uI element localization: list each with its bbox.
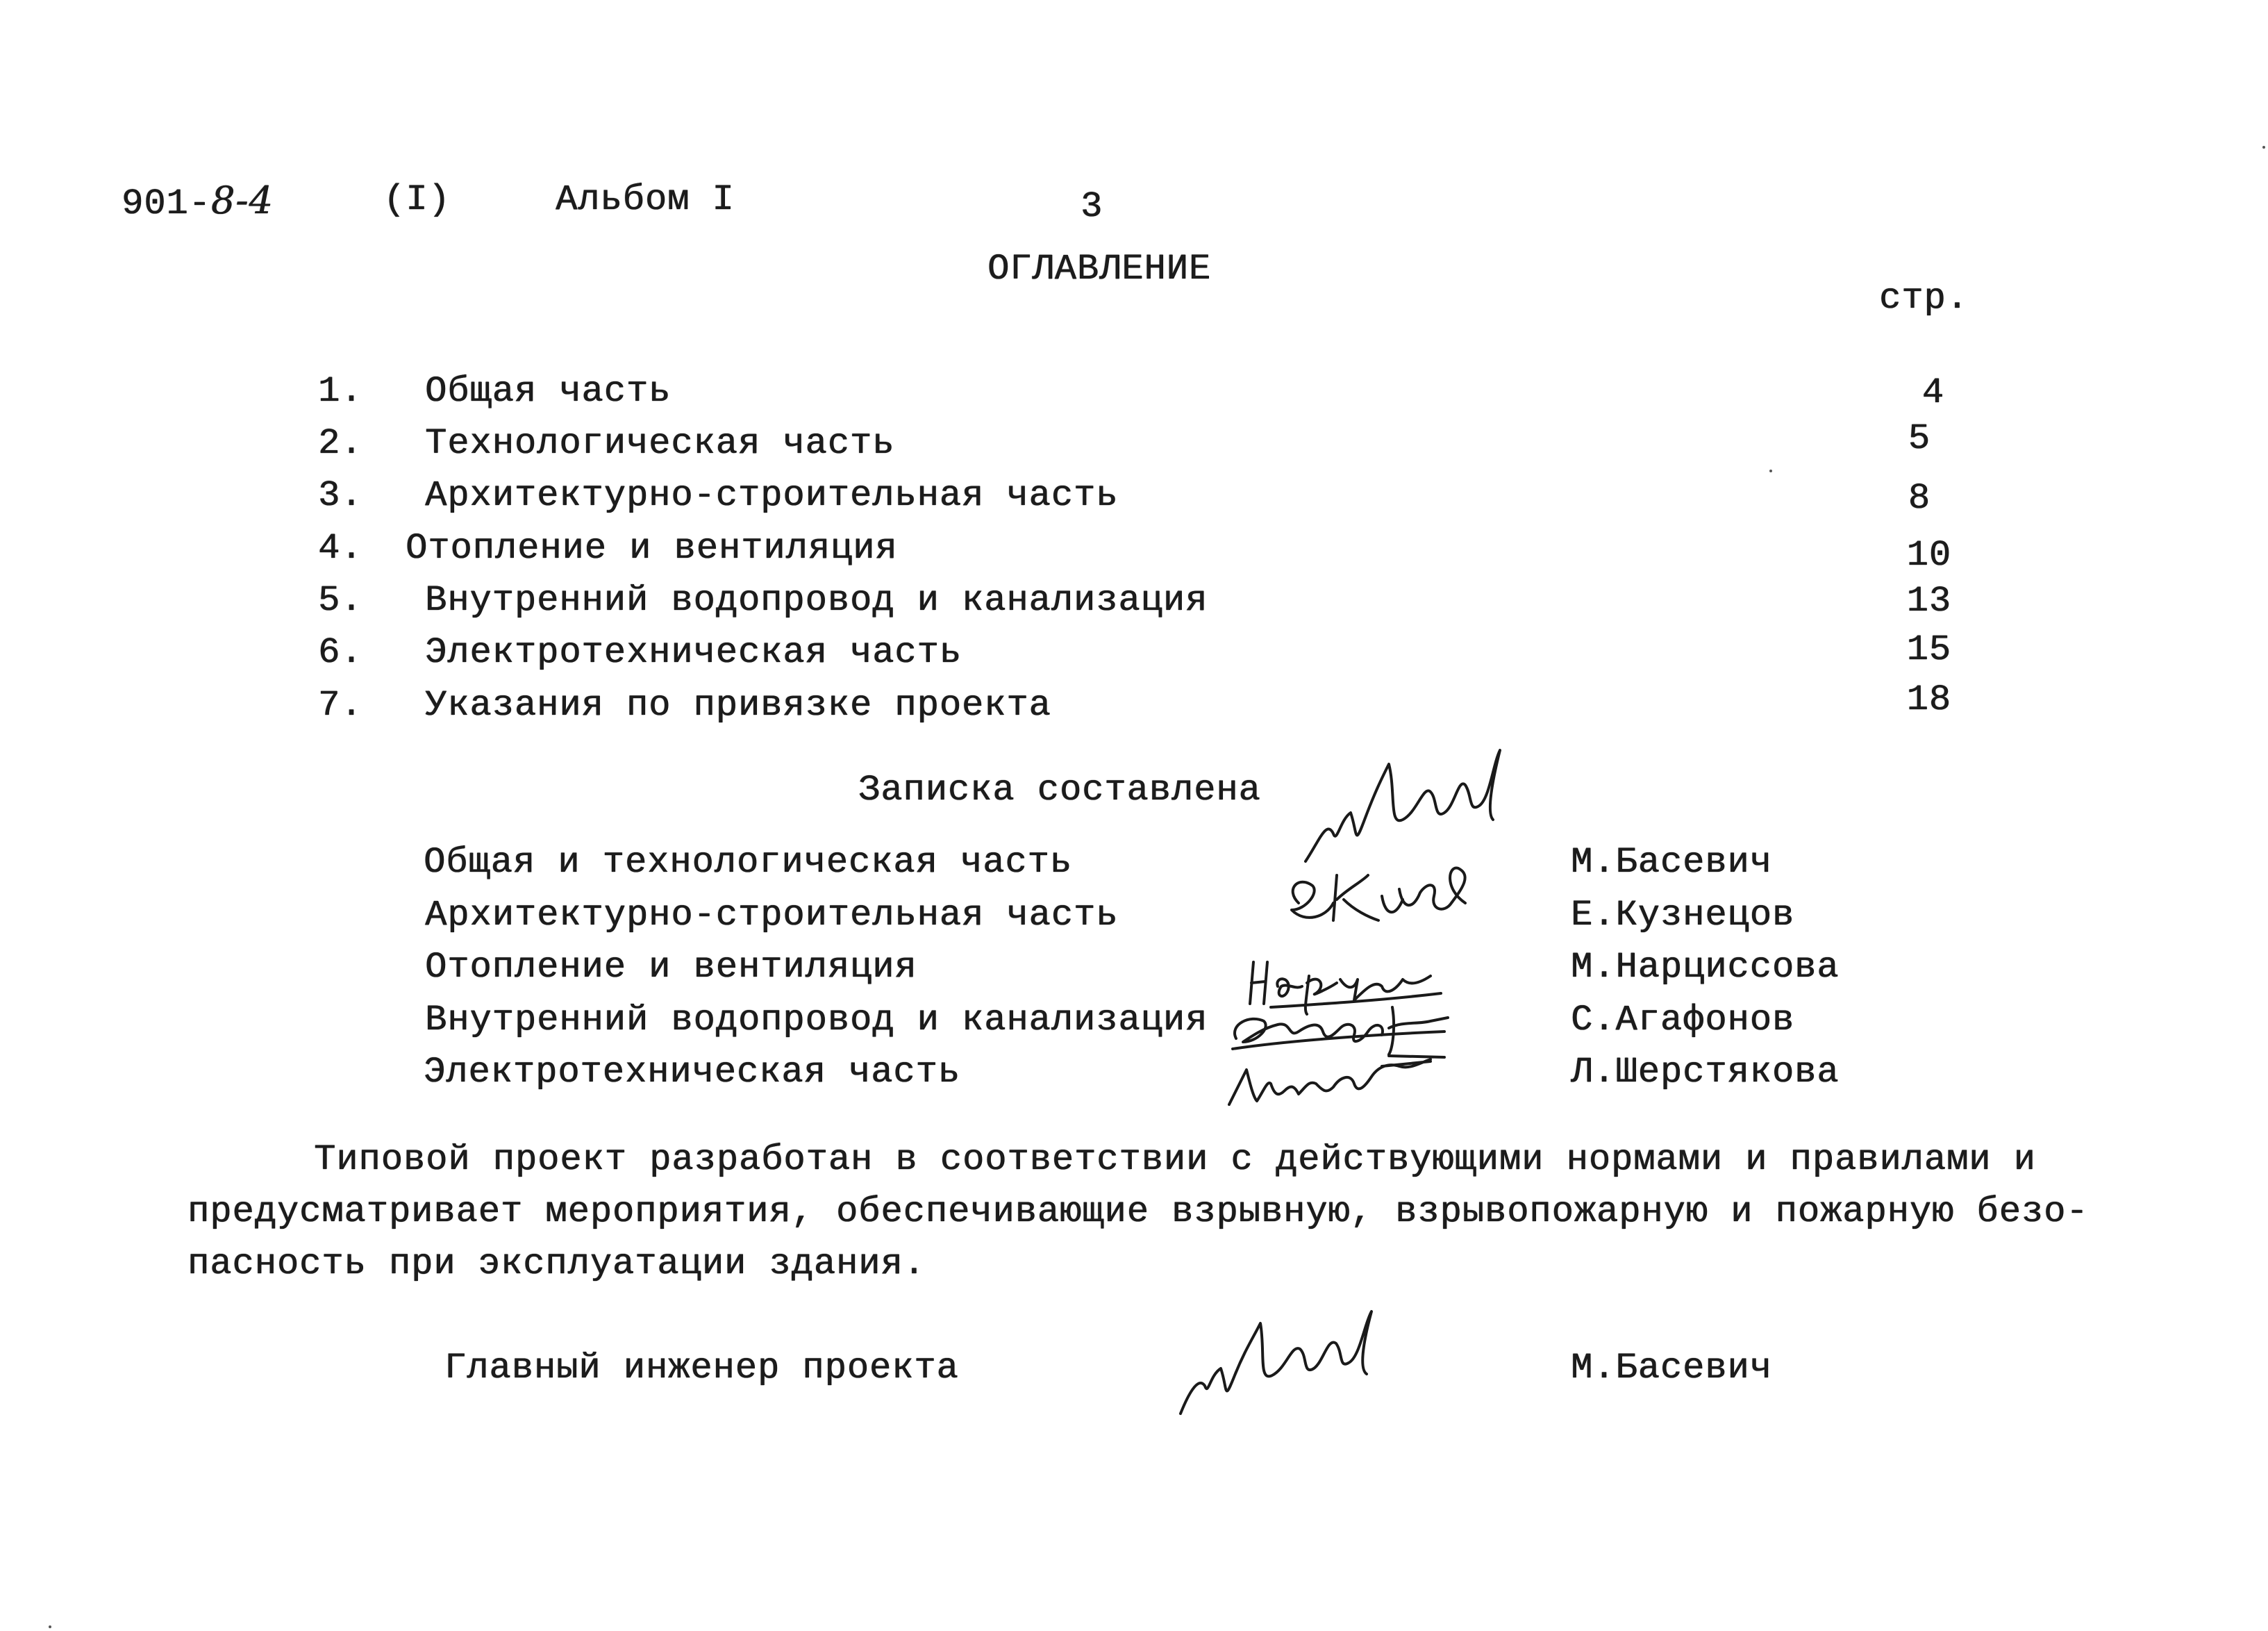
- toc-item-number: 3.: [318, 475, 363, 516]
- toc-item-page: 15: [1906, 629, 1951, 670]
- toc-item-number: 5.: [318, 580, 363, 621]
- toc-item-page: 8: [1908, 478, 1931, 519]
- chief-name: М.Басевич: [1571, 1348, 1772, 1389]
- author-name: С.Агафонов: [1571, 1000, 1795, 1041]
- album-label: Альбом I: [556, 179, 735, 220]
- compiled-heading: Записка составлена: [858, 770, 1261, 811]
- toc-item-number: 2.: [318, 423, 363, 464]
- toc-item-number: 7.: [318, 685, 363, 726]
- author-section: Общая и технологическая часть: [424, 842, 1072, 883]
- toc-item-label: Внутренний водопровод и канализация: [425, 580, 1208, 621]
- author-name: М.Нарциссова: [1571, 947, 1840, 988]
- page-column-label: стр.: [1879, 278, 1969, 319]
- author-section: Внутренний водопровод и канализация: [425, 1000, 1208, 1041]
- project-code-handwritten: 8-4: [210, 179, 274, 222]
- scan-speck: [2262, 146, 2265, 149]
- author-name: Л.Шерстякова: [1571, 1052, 1840, 1093]
- chief-title: Главный инженер проекта: [444, 1348, 959, 1389]
- signature-kuznetsov: [1278, 861, 1479, 938]
- statement-line: Типовой проект разработан в соответствии с действующими нормами и правилами и: [314, 1139, 2036, 1180]
- author-name: Е.Кузнецов: [1571, 895, 1795, 936]
- toc-item-number: 6.: [318, 632, 363, 673]
- toc-item-number: 1.: [318, 371, 363, 412]
- project-code: [122, 179, 274, 224]
- statement-line: пасность при эксплуатации здания.: [187, 1243, 926, 1284]
- statement-line: предусматривает мероприятия, обеспечивающие взрывную, взрывопожарную и пожарную безо-: [187, 1191, 2089, 1232]
- page-title: ОГЛАВЛЕНИЕ: [987, 249, 1212, 290]
- signature-sherstyakova: [1222, 1042, 1451, 1111]
- author-name: М.Басевич: [1571, 842, 1772, 883]
- toc-item-page: 13: [1906, 581, 1951, 622]
- toc-item-number: 4.: [318, 528, 363, 569]
- toc-item-label: Указания по привязке проекта: [425, 685, 1051, 726]
- toc-item-label: Электротехническая часть: [425, 632, 962, 673]
- scan-speck: [49, 1625, 51, 1628]
- toc-item-page: 4: [1921, 372, 1944, 413]
- signature-chief-basevich: [1167, 1299, 1389, 1424]
- signature-basevich: [1299, 736, 1507, 875]
- author-section: Архитектурно-строительная часть: [425, 895, 1119, 936]
- toc-item-page: 5: [1908, 418, 1931, 459]
- toc-item-label: Отопление и вентиляция: [406, 528, 898, 569]
- project-code-prefix: 901-: [122, 183, 211, 224]
- toc-item-page: 10: [1906, 535, 1951, 576]
- scan-speck: [1769, 470, 1772, 472]
- toc-item-label: Технологическая часть: [425, 423, 895, 464]
- toc-item-page: 18: [1906, 679, 1951, 720]
- toc-item-label: Архитектурно-строительная часть: [425, 475, 1119, 516]
- author-section: Электротехническая часть: [424, 1052, 960, 1093]
- author-section: Отопление и вентиляция: [425, 947, 917, 988]
- page-number: 3: [1081, 186, 1103, 227]
- part-number: (I): [383, 179, 451, 220]
- toc-item-label: Общая часть: [425, 371, 672, 412]
